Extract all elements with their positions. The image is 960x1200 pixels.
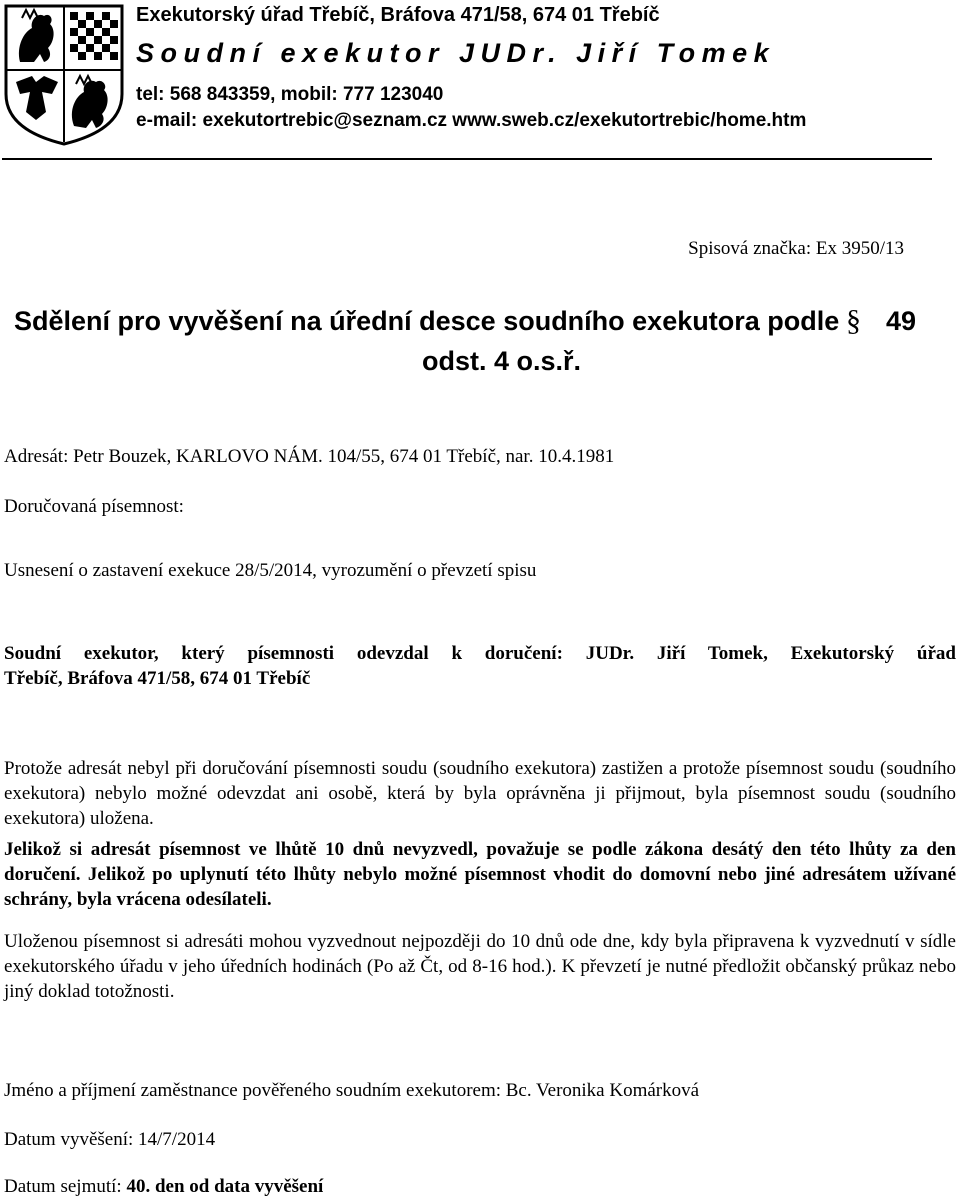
posting-date: Datum vyvěšení: 14/7/2014 [4, 1129, 216, 1150]
removal-label: Datum sejmutí: [4, 1176, 127, 1197]
paragraph-pickup: Uloženou písemnost si adresáti mohou vyzvednout nejpozději do 10 dnů ode dne, kdy byla připravena k vyzvednutí v sídle exekutorského úřadu v jeho úředních hodinách (Po až Čt, od 8-16 hod.). K převzetí je nutné předložit občanský průkaz nebo jiný doklad totožnosti. [4, 931, 956, 1002]
delivered-label: Doručovaná písemnost: [4, 496, 184, 517]
bailiff-line1: Soudní exekutor, který písemnosti odevzdal k doručení: JUDr. Jiří Tomek, Exekutorský úřad [4, 643, 956, 664]
delivered-document: Usnesení o zastavení exekuce 28/5/2014, vyrozumění o převzetí spisu [4, 560, 537, 581]
section-symbol: § [846, 304, 861, 337]
office-address: Exekutorský úřad Třebíč, Bráfova 471/58, 674 01 Třebíč [136, 4, 660, 26]
employee-name: Jméno a příjmení zaměstnance pověřeného soudním exekutorem: Bc. Veronika Komárková [4, 1080, 700, 1101]
coat-of-arms-logo [2, 2, 126, 146]
paragraph-storage: Protože adresát nebyl při doručování písemnosti soudu (soudního exekutora) zastižen a protože písemnost soudu (soudního exekutora) nebylo možné odevzdat ani osobě, která by byla oprávněna ji přijmout, byla písemnost soudu (soudního exekutora) uložena. [4, 758, 956, 829]
removal-date [4, 1174, 956, 1199]
paragraph-delivery: Jelikož si adresát písemnost ve lhůtě 10 dnů nevyzvedl, považuje se podle zákona desátý den této lhůty za den doručení. Jelikož po uplynutí této lhůty nebylo možné písemnost vhodit do domovní nebo jiné adresátem užívané schrány, byla vrácena odesílateli. [4, 839, 956, 910]
phone-numbers: tel: 568 843359, mobil: 777 123040 [136, 84, 444, 105]
section-number: 49 [886, 306, 917, 336]
removal-value: 40. den od data vyvěšení [126, 1176, 324, 1197]
case-reference: Spisová značka: Ex 3950/13 [688, 238, 904, 259]
contact-links: e-mail: exekutortrebic@seznam.cz www.sweb.cz/exekutortrebic/home.htm [136, 110, 807, 131]
notice-title-line2: odst. 4 o.s.ř. [422, 346, 582, 376]
notice-title: Sdělení pro vyvěšení na úřední desce soudního exekutora podle [14, 306, 840, 336]
bailiff-name: Soudní exekutor JUDr. Jiří Tomek [136, 38, 776, 68]
header-divider [2, 158, 932, 160]
addressee: Adresát: Petr Bouzek, KARLOVO NÁM. 104/55, 674 01 Třebíč, nar. 10.4.1981 [4, 446, 615, 467]
bailiff-line2: Třebíč, Bráfova 471/58, 674 01 Třebíč [4, 668, 311, 689]
